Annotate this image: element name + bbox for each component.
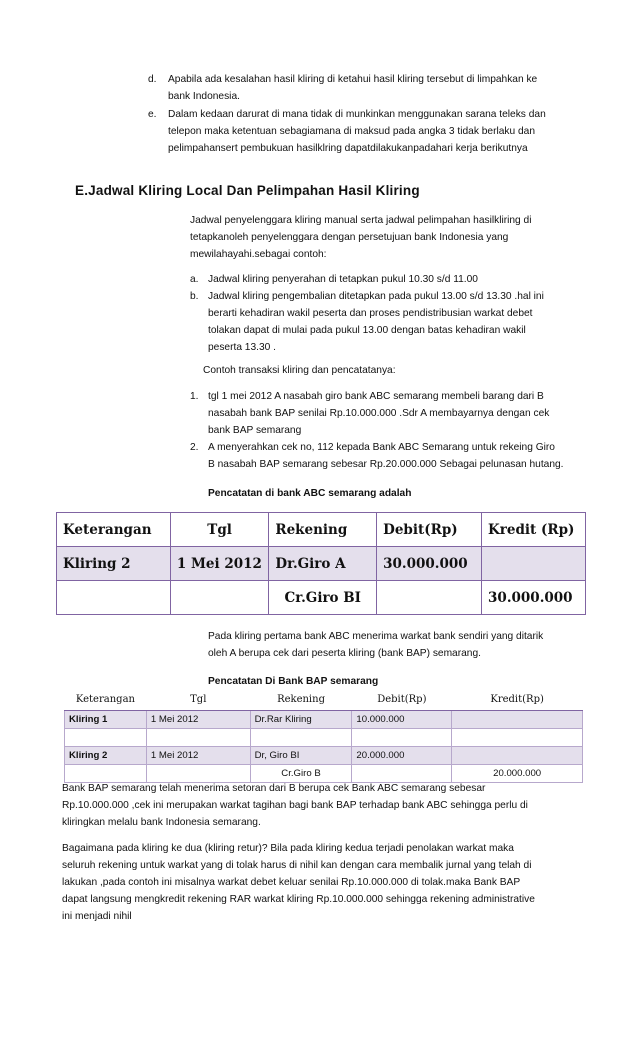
column-header: Rekening bbox=[250, 689, 352, 711]
text-line: Dalam kedaan darurat di mana tidak di munkinkan menggunakan sarana teleks dan bbox=[168, 109, 546, 120]
column-header: Tgl bbox=[170, 513, 269, 547]
table-cell: 20.000.000 bbox=[452, 765, 583, 783]
table-cell: Kliring 2 bbox=[57, 547, 171, 581]
text-line: Jadwal kliring pengembalian ditetapkan pada pukul 13.00 s/d 13.30 .hal ini bbox=[208, 291, 544, 302]
table-row bbox=[65, 711, 583, 729]
table-cell: 10.000.000 bbox=[352, 711, 452, 729]
list-marker: 2. bbox=[190, 442, 199, 453]
text-line: berarti kehadiran wakil peserta dan proses pendistribusian warkat debet bbox=[208, 308, 533, 319]
column-header: Kredit (Rp) bbox=[482, 513, 586, 547]
column-header: Keterangan bbox=[65, 689, 147, 711]
text-line: Apabila ada kesalahan hasil kliring di ketahui hasil kliring tersebut di limpahkan ke bbox=[168, 74, 538, 85]
table-row bbox=[57, 581, 586, 615]
table-cell bbox=[482, 547, 586, 581]
column-header: Tgl bbox=[146, 689, 250, 711]
intro-paragraph bbox=[190, 212, 590, 263]
text-line: Pada kliring pertama bank ABC menerima warkat bank sendiri yang ditarik bbox=[208, 631, 544, 642]
paragraph-kliring-retur bbox=[62, 840, 582, 925]
table-cell: 1 Mei 2012 bbox=[146, 747, 250, 765]
table-cell: 1 Mei 2012 bbox=[146, 711, 250, 729]
column-header: Keterangan bbox=[57, 513, 171, 547]
table-cell: Dr.Rar Kliring bbox=[250, 711, 352, 729]
text-line: ini menjadi nihil bbox=[62, 911, 132, 922]
table-header-row bbox=[65, 689, 583, 711]
pencatatan-bap-title: Pencatatan Di Bank BAP semarang bbox=[208, 676, 379, 687]
table-cell: Dr, Giro BI bbox=[250, 747, 352, 765]
table-row bbox=[65, 747, 583, 765]
list-marker: b. bbox=[190, 291, 199, 302]
text-line: telepon maka ketentuan sebagiamana di maksud pada angka 3 tidak berlaku dan bbox=[168, 126, 536, 137]
text-line: oleh A berupa cek dari peserta kliring (bank BAP) semarang. bbox=[208, 648, 481, 659]
text-line: Bank BAP semarang telah menerima setoran dari B berupa cek Bank ABC semarang sebesar bbox=[62, 783, 486, 794]
table-cell: 1 Mei 2012 bbox=[170, 547, 269, 581]
section-heading: E.Jadwal Kliring Local Dan Pelimpahan Hasil Kliring bbox=[75, 183, 420, 198]
text-line: Jadwal kliring penyerahan di tetapkan pukul 10.30 s/d 11.00 bbox=[208, 274, 478, 285]
table-cell bbox=[57, 581, 171, 615]
table-cell: 30.000.000 bbox=[377, 547, 482, 581]
column-header: Debit(Rp) bbox=[377, 513, 482, 547]
table-header-row bbox=[57, 513, 586, 547]
table-cell: Kliring 2 bbox=[65, 747, 147, 765]
table-cell: 30.000.000 bbox=[482, 581, 586, 615]
journal-table-abc bbox=[56, 512, 586, 615]
text-line: peserta 13.30 . bbox=[208, 342, 276, 353]
text-line: bank BAP semarang bbox=[208, 425, 302, 436]
table-cell bbox=[146, 729, 250, 747]
table-cell: Kliring 1 bbox=[65, 711, 147, 729]
table-cell bbox=[452, 747, 583, 765]
list-marker: a. bbox=[190, 274, 199, 285]
table-cell bbox=[452, 711, 583, 729]
text-line: pelimpahansert pembukuan hasilklring dapatdilakukanpadahari kerja berikutnya bbox=[168, 143, 528, 154]
table-cell: Cr.Giro B bbox=[250, 765, 352, 783]
text-line: nasabah bank BAP senilai Rp.10.000.000 .Sdr A membayarnya dengan cek bbox=[208, 408, 550, 419]
column-header: Rekening bbox=[269, 513, 377, 547]
table-cell bbox=[352, 729, 452, 747]
column-header: Debit(Rp) bbox=[352, 689, 452, 711]
after-abc-paragraph bbox=[208, 628, 588, 662]
table-cell bbox=[65, 729, 147, 747]
text-line: bank Indonesia. bbox=[168, 91, 240, 102]
text-line: seluruh rekening untuk warkat yang di tolak harus di nihil kan dengan cara membalik jurnal yang telah di bbox=[62, 860, 532, 871]
table-cell: Cr.Giro BI bbox=[269, 581, 377, 615]
text-line: tgl 1 mei 2012 A nasabah giro bank ABC semarang membeli barang dari B bbox=[208, 391, 544, 402]
text-line: dapat langsung mengkredit rekening RAR warkat kliring Rp.10.000.000 sehingga rekening administrative bbox=[62, 894, 535, 905]
table-cell bbox=[377, 581, 482, 615]
text-line: tolakan dapat di mulai pada pukul 13.00 dengan batas kehadiran wakil bbox=[208, 325, 526, 336]
text-line: mewilahayahi.sebagai contoh: bbox=[190, 249, 327, 260]
text-line: lakukan ,pada contoh ini misalnya warkat debet keluar senilai Rp.10.000.000 di tolak.maka Bank BAP bbox=[62, 877, 521, 888]
table-row bbox=[65, 729, 583, 747]
text-line: kliringkan melalu bank Indonesia semarang. bbox=[62, 817, 261, 828]
column-header: Kredit(Rp) bbox=[452, 689, 583, 711]
text-line: tetapkanoleh penyelenggara dengan persetujuan bank Indonesia yang bbox=[190, 232, 509, 243]
table-row bbox=[57, 547, 586, 581]
list-marker: d. bbox=[148, 74, 157, 85]
table-cell: 20.000.000 bbox=[352, 747, 452, 765]
text-line: Rp.10.000.000 ,cek ini merupakan warkat tagihan bagi bank BAP terhadap bank ABC sehingga perlu di bbox=[62, 800, 528, 811]
table-cell bbox=[250, 729, 352, 747]
contoh-title: Contoh transaksi kliring dan pencatatanya: bbox=[203, 365, 396, 376]
text-line: A menyerahkan cek no, 112 kepada Bank ABC Semarang untuk rekeing Giro bbox=[208, 442, 555, 453]
text-line: Jadwal penyelenggara kliring manual serta jadwal pelimpahan hasilkliring di bbox=[190, 215, 532, 226]
text-line: Bagaimana pada kliring ke dua (kliring retur)? Bila pada kliring kedua terjadi penolakan warkat maka bbox=[62, 843, 514, 854]
table-cell: Dr.Giro A bbox=[269, 547, 377, 581]
list-marker: e. bbox=[148, 109, 157, 120]
paragraph-bap-setoran bbox=[62, 780, 582, 831]
text-line: B nasabah BAP semarang sebesar Rp.20.000.000 Sebagai pelunasan hutang. bbox=[208, 459, 564, 470]
table-cell bbox=[452, 729, 583, 747]
table-cell bbox=[170, 581, 269, 615]
pencatatan-abc-title: Pencatatan di bank ABC semarang adalah bbox=[208, 488, 412, 499]
list-marker: 1. bbox=[190, 391, 199, 402]
journal-table-bap bbox=[64, 689, 583, 783]
